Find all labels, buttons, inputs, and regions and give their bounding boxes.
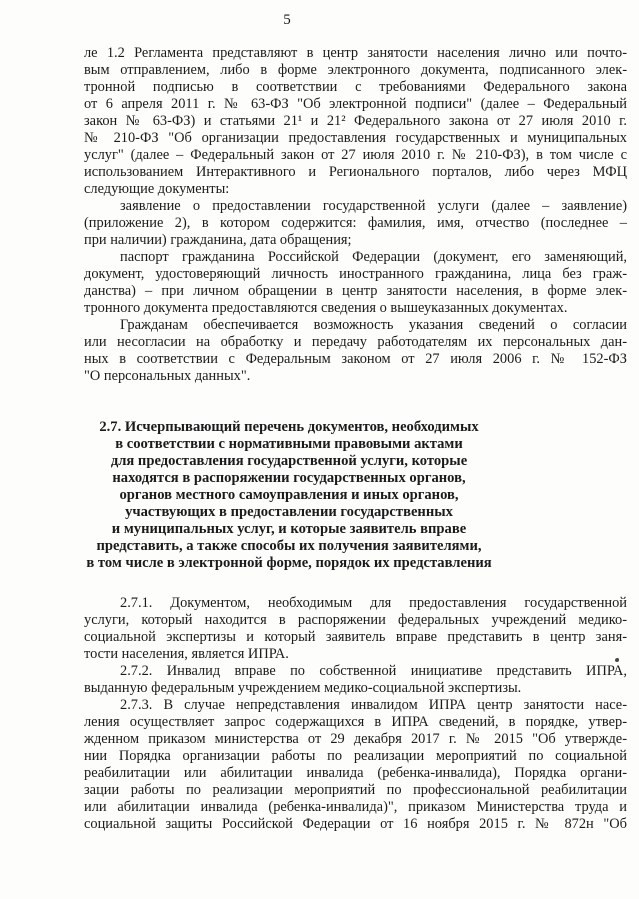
scanned-page	[0, 12, 639, 899]
heading-line: и муниципальных услуг, и которые заявитель вправе	[111, 521, 467, 537]
text-line: тронного документа предоставляются сведения о вышеуказанных документах.	[84, 300, 568, 316]
text-line: нии Порядка организации работы по реализации мероприятий по социальной	[84, 748, 627, 764]
text-line: услуг" (далее – Федеральный закон от 27 июля 2010 г. № 210-ФЗ), в том числе с	[84, 147, 627, 163]
text-line: зации работы по реализации мероприятий по профессиональной реабилитации	[84, 782, 627, 798]
paragraph	[84, 663, 627, 697]
text-line: 2.7.2. Инвалид вправе по собственной инициативе представить ИПРА,	[120, 663, 627, 679]
scan-speck	[615, 658, 619, 662]
paragraph	[84, 317, 627, 385]
text-line: от 6 апреля 2011 г. № 63-ФЗ "Об электронной подписи" (далее – Федеральный	[84, 96, 627, 112]
text-line: социальной экспертизы и который заявитель вправе представить в центр заня-	[84, 629, 627, 645]
heading-line: в том числе в электронной форме, порядок их представления	[86, 555, 492, 571]
text-line: следующие документы:	[84, 181, 230, 197]
text-line: заявление о предоставлении государственной услуги (далее – заявление)	[120, 198, 627, 214]
text-line: при наличии) гражданина, дата обращения;	[84, 232, 352, 248]
paragraph	[84, 697, 627, 833]
paragraph	[84, 198, 627, 249]
paragraph	[84, 249, 627, 317]
text-line: документ, удостоверяющий личность иностранного гражданина, лица без граж-	[84, 266, 627, 282]
heading-line: органов местного самоуправления и иных органов,	[119, 487, 459, 503]
text-line: реабилитации или абилитации инвалида (ребенка-инвалида), Порядка органи-	[84, 765, 627, 781]
section-heading	[59, 419, 519, 572]
text-line: социальной защиты Российской Федерации от 16 ноября 2015 г. № 872н "Об	[84, 816, 627, 832]
heading-line: представить, а также способы их получения заявителями,	[96, 538, 482, 554]
text-line: тости населения, является ИПРА.	[84, 646, 289, 662]
text-line: или абилитации инвалида (ребенка-инвалида)", приказом Министерства труда и	[84, 799, 627, 815]
heading-line: для предоставления государственной услуги, которые	[110, 453, 468, 469]
text-line: или несогласии на обработку и передачу работодателям их персональных дан-	[84, 334, 627, 350]
text-line: жденном приказом министерства от 29 декабря 2017 г. № 2015 "Об утвержде-	[84, 731, 627, 747]
text-line: закон № 63-ФЗ) и статьями 21¹ и 21² Федерального закона от 27 июля 2010 г.	[84, 113, 627, 129]
heading-line: находятся в распоряжении государственных органов,	[112, 470, 466, 486]
heading-line: участвующих в предоставлении государственных	[125, 504, 453, 520]
text-line: ле 1.2 Регламента представляют в центр занятости населения лично или почто-	[84, 45, 627, 61]
text-line: 2.7.3. В случае непредставления инвалидом ИПРА центр занятости насе-	[120, 697, 627, 713]
text-line: (приложение 2), в котором содержится: фамилия, имя, отчество (последнее –	[84, 215, 627, 231]
text-line: № 210-ФЗ "Об организации предоставления государственных и муниципальных	[84, 130, 627, 146]
text-line: паспорт гражданина Российской Федерации (документ, его заменяющий,	[120, 249, 627, 265]
heading-line: 2.7. Исчерпывающий перечень документов, необходимых	[99, 419, 479, 435]
text-line: 2.7.1. Документом, необходимым для предоставления государственной	[120, 595, 627, 611]
heading-line: в соответствии с нормативными правовыми актами	[115, 436, 463, 452]
text-line: вым отправлением, либо в форме электронного документа, подписанного элек-	[84, 62, 627, 78]
page-number: 5	[283, 12, 291, 28]
text-line: ления осуществляет запрос содержащихся в ИПРА сведений, в порядке, утвер-	[84, 714, 627, 730]
text-line: Гражданам обеспечивается возможность указания сведений о согласии	[120, 317, 627, 333]
text-line: ных в соответствии с Федеральным законом от 27 июля 2006 г. № 152-ФЗ	[84, 351, 627, 367]
paragraph	[84, 45, 627, 198]
page-body	[84, 45, 627, 833]
paragraph	[84, 595, 627, 663]
text-line: использованием Интерактивного и Регионального порталов, либо через МФЦ	[84, 164, 627, 180]
text-line: тронной подписью в соответствии с требованиями Федерального закона	[84, 79, 627, 95]
text-line: "О персональных данных".	[84, 368, 251, 384]
text-line: услуги, который находится в распоряжении федеральных учреждений медико-	[84, 612, 627, 628]
text-line: данства) – при личном обращении в центр занятости населения, в форме элек-	[84, 283, 627, 299]
text-line: выданную федеральным учреждением медико-социальной экспертизы.	[84, 680, 522, 696]
